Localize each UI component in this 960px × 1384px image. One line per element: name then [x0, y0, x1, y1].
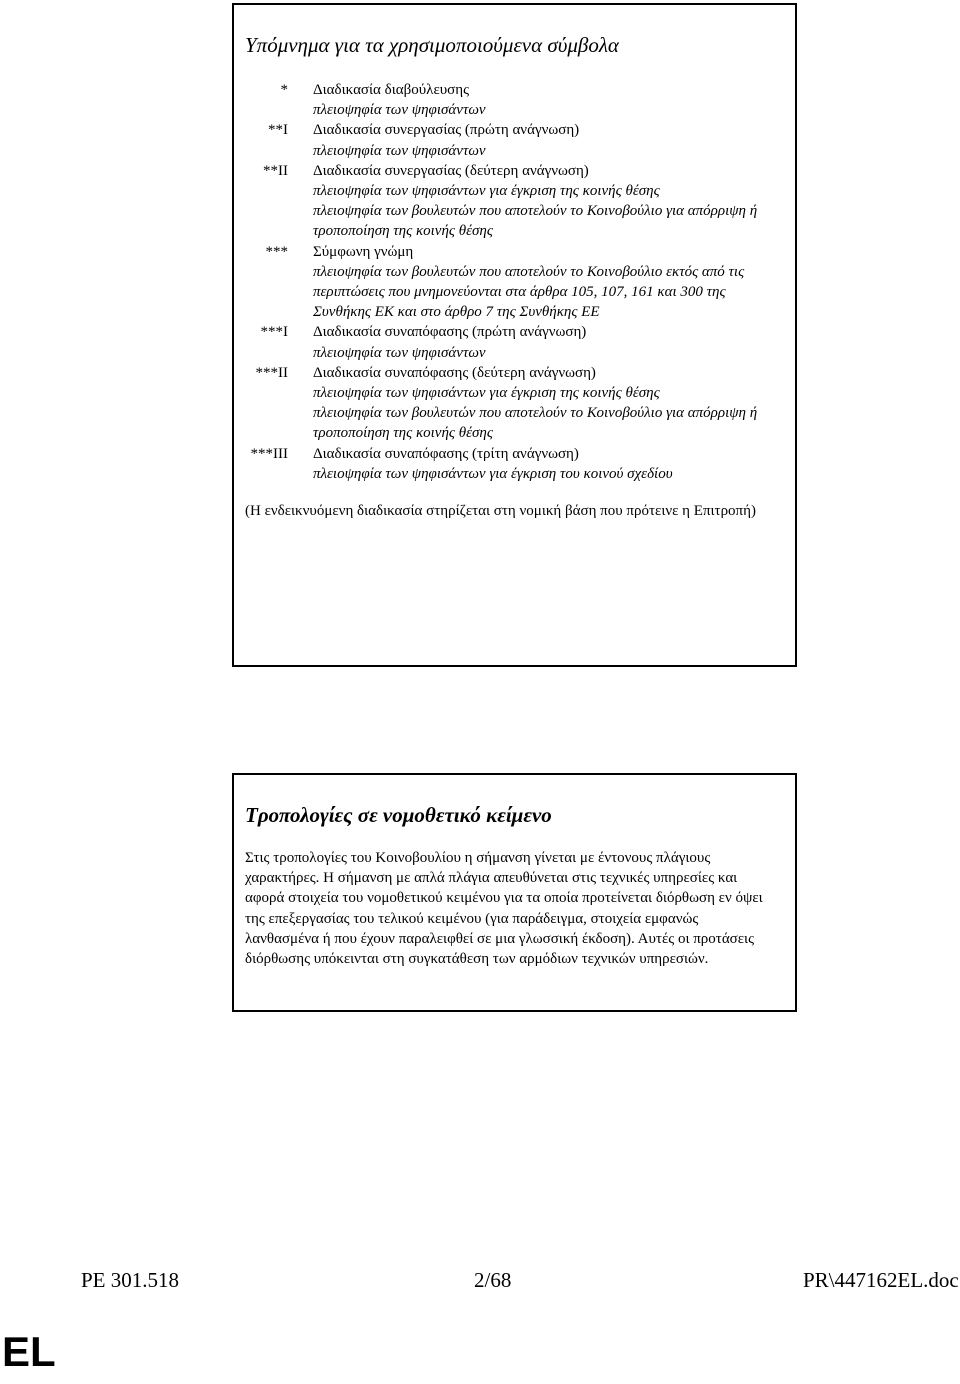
- legend-procedure-label: Σύμφωνη γνώμη: [313, 243, 414, 260]
- legend-procedure-label: Διαδικασία συναπόφασης (δεύτερη ανάγνωση): [313, 364, 596, 381]
- legend-row: [240, 363, 783, 444]
- legend-row: [240, 120, 783, 160]
- legend-description: [313, 322, 783, 362]
- legend-table: [240, 80, 783, 484]
- legend-description: [313, 363, 783, 444]
- legend-majority-note: πλειοψηφία των βουλευτών που αποτελούν το Κοινοβούλιο εκτός από τις περιπτώσεις που μνημονεύονται στα άρθρα 105, 107, 161 και 300 της Συνθήκης ΕΚ και στο άρθρο 7 της Συνθήκης ΕΕ: [313, 263, 745, 321]
- legend-procedure-label: Διαδικασία συναπόφασης (πρώτη ανάγνωση): [313, 324, 587, 341]
- legend-procedure-label: Διαδικασία διαβούλευσης: [313, 82, 470, 98]
- legend-row: [240, 242, 783, 323]
- legend-row: [240, 322, 783, 362]
- legend-row: [240, 161, 783, 242]
- legend-title: Υπόμνημα για τα χρησιμοποιούμενα σύμβολα: [245, 33, 619, 57]
- language-code: EL: [2, 1328, 56, 1375]
- legend-majority-note: πλειοψηφία των ψηφισάντων για έγκριση της κοινής θέσης: [313, 183, 660, 200]
- amendments-title: Τροπολογίες σε νομοθετικό κείμενο: [245, 803, 552, 827]
- legend-majority-note: πλειοψηφία των βουλευτών που αποτελούν το Κοινοβούλιο για απόρριψη ή τροποποίηση της κοινής θέσης: [313, 405, 758, 442]
- legend-row: [240, 80, 783, 120]
- legend-majority-note: πλειοψηφία των ψηφισάντων: [313, 102, 486, 119]
- amendments-text: Στις τροπολογίες του Κοινοβουλίου η σήμανση γίνεται με έντονους πλάγιους χαρακτήρες. Η σήμανση με απλά πλάγια απευθύνεται στις τεχνικές υπηρεσίες και αφορά στοιχεία του νομοθετικού κειμένου για τα οποία προτείνεται διόρθωση εν όψει της επεξεργασίας του τελικού κειμένου (για παράδειγμα, στοιχεία εμφανώς λανθασμένα ή που έχουν παραλειφθεί σε μια γλωσσική έκδοση). Αυτές οι προτάσεις διόρθωσης υπόκεινται στη συγκατάθεση των αρμόδιων τεχνικών υπηρεσιών.: [245, 850, 763, 968]
- legend-majority-note: πλειοψηφία των ψηφισάντων για έγκριση του κοινού σχεδίου: [313, 465, 673, 482]
- legend-procedure-label: Διαδικασία συνεργασίας (πρώτη ανάγνωση): [313, 122, 580, 139]
- legend-description: [313, 120, 783, 160]
- amendments-box: [232, 773, 797, 1012]
- footer-document-id: PR\447162EL.doc: [803, 1268, 959, 1292]
- legend-description: [313, 444, 783, 484]
- legend-row: [240, 444, 783, 484]
- legend-box: [232, 3, 797, 667]
- legend-symbol: ***III: [250, 445, 288, 462]
- legend-symbol: ***I: [260, 324, 288, 341]
- legend-symbol: *: [280, 82, 288, 98]
- legend-symbol: **I: [268, 122, 288, 139]
- legend-majority-note: πλειοψηφία των ψηφισάντων: [313, 142, 486, 159]
- legend-procedure-label: Διαδικασία συναπόφασης (τρίτη ανάγνωση): [313, 445, 579, 462]
- legend-note: (Η ενδεικνυόμενη διαδικασία στηρίζεται στη νομική βάση που πρότεινε η Επιτροπή): [245, 503, 756, 519]
- legend-majority-note: πλειοψηφία των ψηφισάντων: [313, 344, 486, 361]
- footer-reference: PE 301.518: [81, 1268, 180, 1292]
- legend-description: [313, 242, 783, 323]
- footer-page-number: 2/68: [474, 1268, 512, 1292]
- legend-majority-note: πλειοψηφία των βουλευτών που αποτελούν το Κοινοβούλιο για απόρριψη ή τροποποίηση της κοινής θέσης: [313, 203, 758, 240]
- legend-symbol: ***: [265, 243, 288, 260]
- legend-description: [313, 161, 783, 242]
- legend-symbol: ***II: [255, 364, 288, 381]
- legend-procedure-label: Διαδικασία συνεργασίας (δεύτερη ανάγνωση): [313, 162, 589, 179]
- legend-majority-note: πλειοψηφία των ψηφισάντων για έγκριση της κοινής θέσης: [313, 385, 660, 402]
- legend-description: [313, 80, 783, 120]
- legend-symbol: **II: [263, 162, 288, 179]
